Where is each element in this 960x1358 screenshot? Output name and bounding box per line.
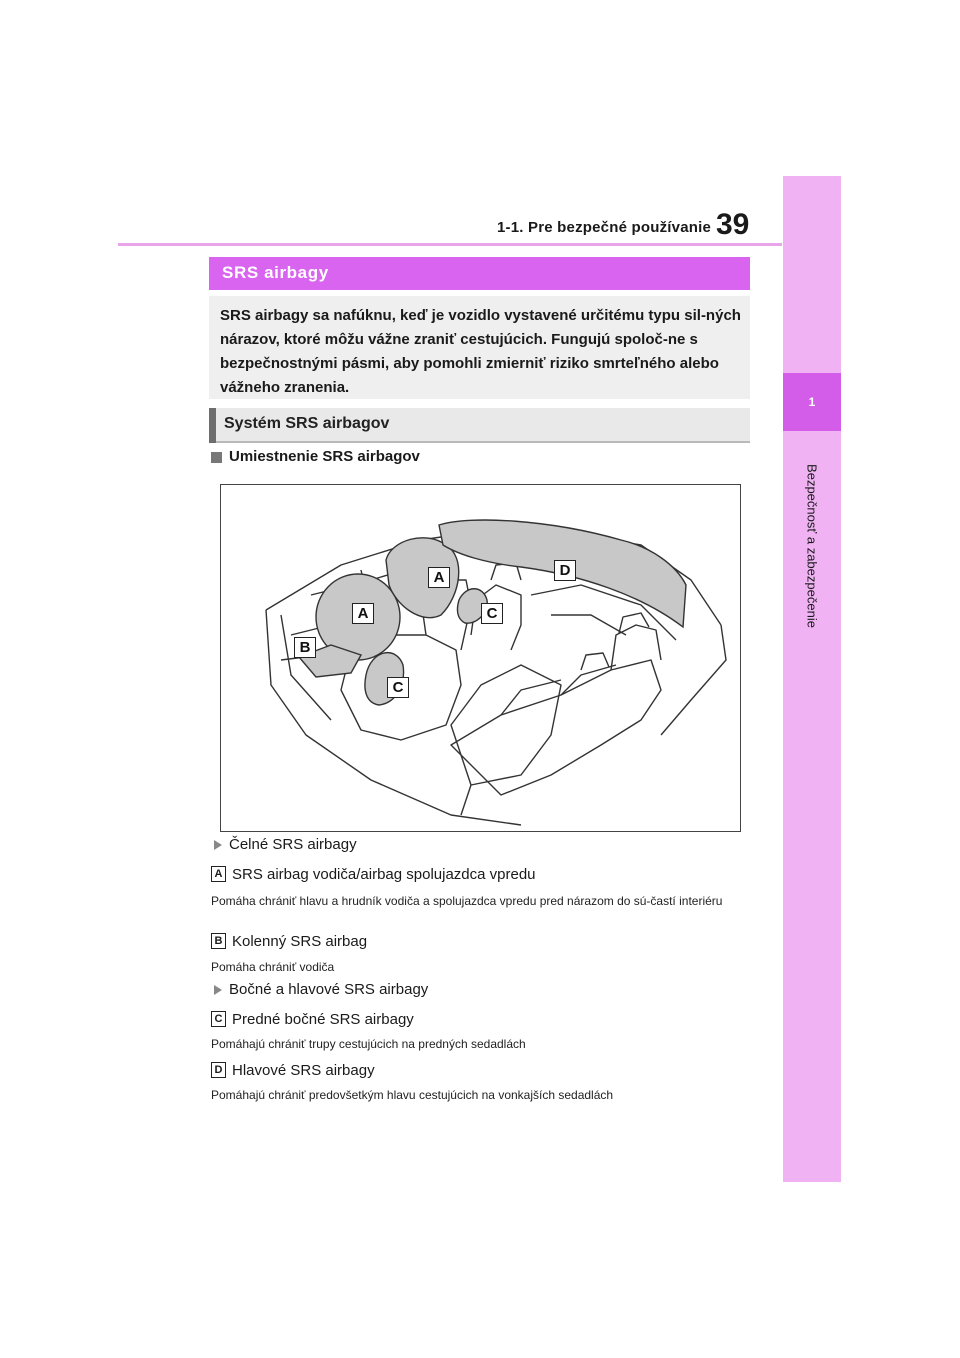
section-header: 1-1. Pre bezpečné používanie bbox=[497, 219, 712, 236]
figure-label-b: B bbox=[294, 637, 316, 658]
chapter-label: Bezpečnosť a zabezpečenie bbox=[804, 464, 820, 628]
group-title-side-curtain: Bočné a hlavové SRS airbagy bbox=[229, 981, 429, 998]
chapter-side-tab bbox=[783, 176, 841, 1182]
group-title-frontal: Čelné SRS airbagy bbox=[229, 836, 357, 853]
airbag-location-figure bbox=[220, 484, 741, 832]
item-desc-d: Pomáhajú chrániť predovšetkým hlavu cestujúcich na vonkajších sedadlách bbox=[211, 1088, 614, 1102]
figure-label-a-driver: A bbox=[352, 603, 374, 624]
item-title-b: Kolenný SRS airbag bbox=[232, 933, 368, 950]
figure-label-c-front: C bbox=[387, 677, 409, 698]
item-title-a: SRS airbag vodiča/airbag spolujazdca vpredu bbox=[232, 866, 536, 883]
header-rule bbox=[118, 243, 782, 246]
letter-box-a: A bbox=[211, 866, 226, 882]
car-interior-illustration bbox=[221, 485, 740, 831]
page-number: 39 bbox=[716, 208, 750, 241]
subsection-header bbox=[209, 408, 750, 443]
item-desc-a: Pomáha chrániť hlavu a hrudník vodiča a spolujazdca vpredu pred nárazom do sú-častí interiéru bbox=[211, 894, 723, 908]
figure-label-a-passenger: A bbox=[428, 567, 450, 588]
intro-text: SRS airbagy sa nafúknu, keď je vozidlo vystavené určitému typu sil-ných nárazov, ktoré môžu vážne zraniť cestujúcich. Fungujú spoloč-ne s bezpečnostnými pásmi, aby pomohli zmierniť riziko smrteľného alebo vážneho zranenia. bbox=[220, 307, 741, 396]
subsection-title: Systém SRS airbagov bbox=[224, 415, 390, 432]
letter-box-b: B bbox=[211, 933, 226, 949]
item-desc-c: Pomáhajú chrániť trupy cestujúcich na predných sedadlách bbox=[211, 1037, 526, 1051]
figure-label-c-side: C bbox=[481, 603, 503, 624]
letter-box-d: D bbox=[211, 1062, 226, 1078]
item-title-c: Predné bočné SRS airbagy bbox=[232, 1011, 414, 1028]
triangle-bullet-icon bbox=[214, 985, 222, 995]
intro-box bbox=[209, 296, 750, 399]
chapter-number-tab[interactable]: 1 bbox=[783, 373, 841, 431]
figure-label-d: D bbox=[554, 560, 576, 581]
triangle-bullet-icon bbox=[214, 840, 222, 850]
section-title-bar bbox=[209, 257, 750, 290]
section-title: SRS airbagy bbox=[222, 263, 329, 282]
item-title-d: Hlavové SRS airbagy bbox=[232, 1062, 375, 1079]
location-heading: Umiestnenie SRS airbagov bbox=[229, 448, 420, 465]
item-desc-b: Pomáha chrániť vodiča bbox=[211, 960, 335, 974]
subsection-accent-bar bbox=[209, 408, 216, 443]
square-bullet-icon bbox=[211, 452, 222, 463]
letter-box-c: C bbox=[211, 1011, 226, 1027]
